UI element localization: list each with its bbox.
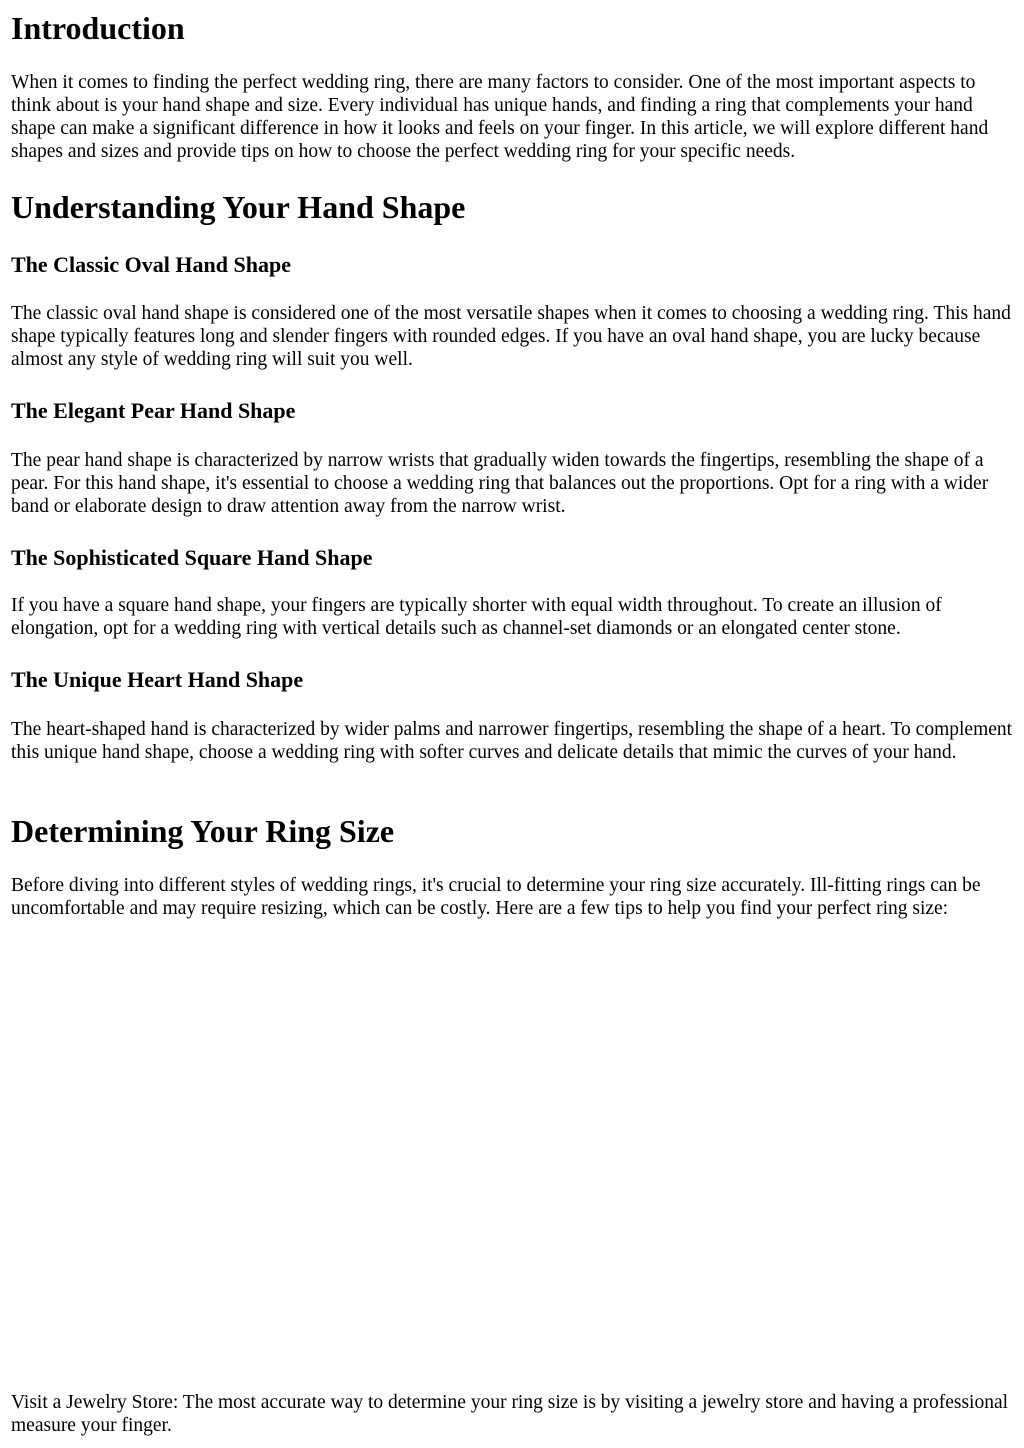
ring-size-heading: Determining Your Ring Size bbox=[11, 813, 395, 849]
heart-hand-shape-heading: The Unique Heart Hand Shape bbox=[11, 667, 304, 692]
introduction-paragraph: When it comes to finding the perfect wedding ring, there are many factors to consider. One of the most important aspects to think about is your hand shape and size. Every individual has unique hands, and finding a ring that complements your hand shape can make a significant difference in how it looks and feels on your finger. In this article, we will explore different hand shapes and sizes and provide tips on how to choose the perfect wedding ring for your specific needs. bbox=[11, 72, 989, 162]
introduction-heading: Introduction bbox=[11, 10, 185, 46]
jewelry-store-tip: Visit a Jewelry Store: The most accurate way to determine your ring size is by visiting a jewelry store and having a professional measure your finger. bbox=[11, 1392, 1009, 1436]
square-hand-shape-paragraph: If you have a square hand shape, your fingers are typically shorter with equal width throughout. To create an illusion of elongation, opt for a wedding ring with vertical details such as channel-set diamonds or an elongated center stone. bbox=[11, 595, 942, 639]
pear-hand-shape-heading: The Elegant Pear Hand Shape bbox=[11, 398, 296, 423]
understanding-hand-shape-heading: Understanding Your Hand Shape bbox=[11, 189, 466, 225]
oval-hand-shape-paragraph: The classic oval hand shape is considered one of the most versatile shapes when it comes to choosing a wedding ring. This hand shape typically features long and slender fingers with rounded edges. If you have an oval hand shape, you are lucky because almost any style of wedding ring will suit you well. bbox=[11, 303, 1011, 370]
ring-size-paragraph: Before diving into different styles of wedding rings, it's crucial to determine your ring size accurately. Ill-fitting rings can be uncomfortable and may require resizing, which can be costly. Here are a few tips to help you find your perfect ring size: bbox=[11, 875, 981, 919]
square-hand-shape-heading: The Sophisticated Square Hand Shape bbox=[11, 545, 373, 570]
heart-hand-shape-paragraph: The heart-shaped hand is characterized by wider palms and narrower fingertips, resembling the shape of a heart. To complement this unique hand shape, choose a wedding ring with softer curves and delicate details that mimic the curves of your hand. bbox=[11, 719, 1013, 763]
blank-media-area bbox=[11, 960, 1015, 1380]
oval-hand-shape-heading: The Classic Oval Hand Shape bbox=[11, 252, 291, 277]
pear-hand-shape-paragraph: The pear hand shape is characterized by narrow wrists that gradually widen towards the fingertips, resembling the shape of a pear. For this hand shape, it's essential to choose a wedding ring that balances out the proportions. Opt for a ring with a wider band or elaborate design to draw attention away from the narrow wrist. bbox=[11, 450, 989, 517]
